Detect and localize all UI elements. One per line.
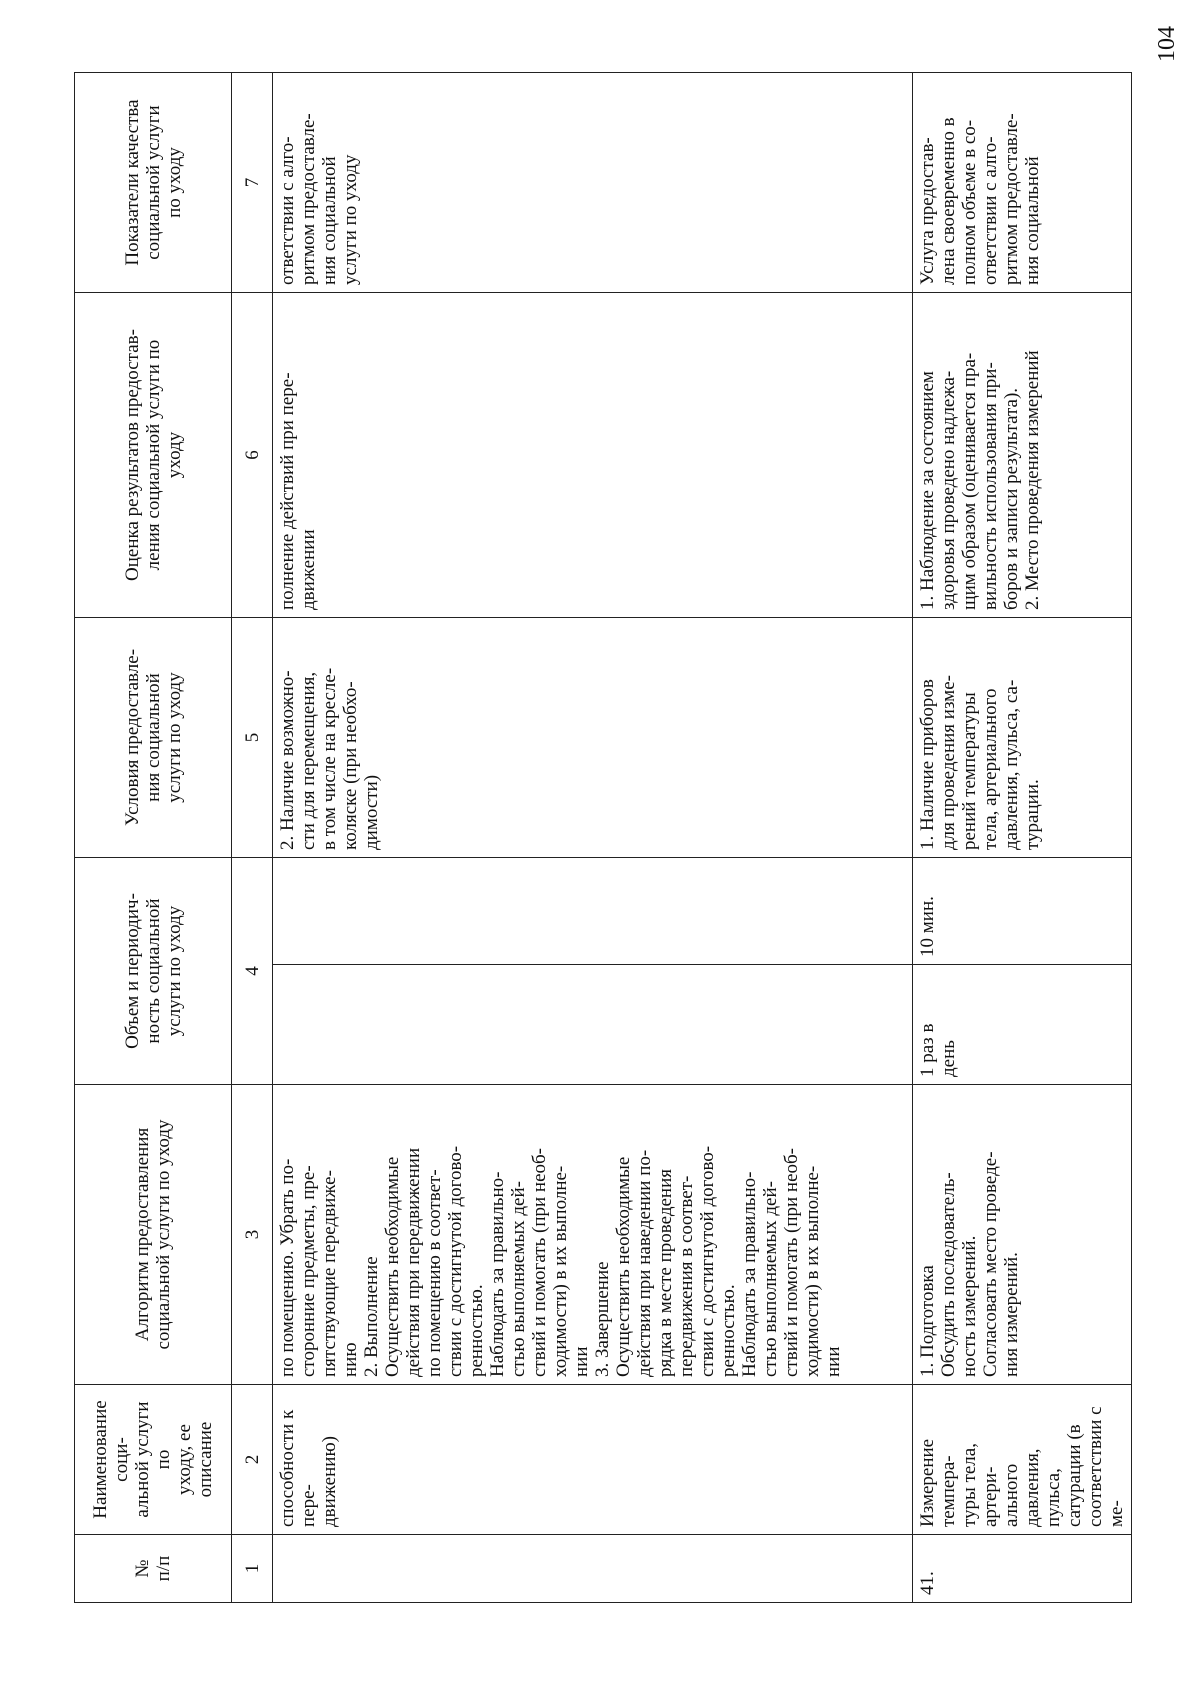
header-row [75, 73, 232, 1603]
col-number-1: 1 [232, 1535, 273, 1603]
header-col-2: Наименование соци- альной услуги по уходу, ее описание [75, 1385, 232, 1535]
col-number-3: 3 [232, 1085, 273, 1385]
page-number: 104 [1154, 26, 1180, 62]
header-col-5: Условия предоставле- ния социальной услуги по уходу [75, 618, 232, 858]
service-volume [273, 858, 913, 1085]
volume-frequency: 1 раз в день [913, 964, 1131, 1084]
service-evaluation: 1. Наблюдение за состоянием здоровья проведено надлежа- щим образом (оценивается пра- вильность использования при- боров и записи результата). 2. Место проведения измерений [913, 293, 1132, 618]
header-col-6: Оценка результатов предостав- ления социальной услуги по уходу [75, 293, 232, 618]
services-table [74, 72, 1132, 1603]
col-number-6: 6 [232, 293, 273, 618]
service-conditions: 1. Наличие приборов для проведения изме- рений температуры тела, артериального давления, пульса, са- турации. [913, 618, 1132, 858]
volume-duration [273, 858, 912, 964]
service-quality: Услуга предостав- лена своевременно в полном объеме в со- ответствии с алго- ритмом предоставле- ния социальной [913, 73, 1132, 293]
col-number-5: 5 [232, 618, 273, 858]
header-col-1: № п/п [75, 1535, 232, 1603]
volume-frequency [273, 964, 912, 1084]
row-num [273, 1535, 913, 1603]
service-algorithm: по помещению. Убрать по- сторонние предметы, пре- пятствующие передвиже- нию 2. Выполнение Осуществить необходимые действия при передвижении по помещению в соответ- ствии с достигнутой догово- ренностью. Наблюдать за правильно- стью выполняемых дей- ствий и помогать (при необ- ходимости) в их выполне- нии 3. Завершение Осуществить необходимые действия при наведении по- рядка в месте проведения передвижения в соответ- ствии с достигнутой догово- ренностью. Наблюдать за правильно- стью выполняемых дей- ствий и помогать (при необ- ходимости) в их выполне- нии [273, 1085, 913, 1385]
row-num: 41. [913, 1535, 1132, 1603]
service-name: Измерение темпера- туры тела, артери- ального давления, пульса, сатурации (в соответствии с ме- [913, 1385, 1132, 1535]
service-name: способности к пере- движению) [273, 1385, 913, 1535]
col-number-2: 2 [232, 1385, 273, 1535]
table-rotated-container [74, 73, 1127, 1603]
table-row [913, 73, 1132, 1603]
column-numbers-row [232, 73, 273, 1603]
col-number-7: 7 [232, 73, 273, 293]
service-algorithm: 1. Подготовка Обсудить последователь- ность измерений. Согласовать место проведе- ния измерений. [913, 1085, 1132, 1385]
service-quality: ответствии с алго- ритмом предоставле- ния социальной услуги по уходу [273, 73, 913, 293]
header-col-4: Объем и периодич- ность социальной услуги по уходу [75, 858, 232, 1085]
service-evaluation: полнение действий при пере- движении [273, 293, 913, 618]
header-col-7: Показатели качества социальной услуги по уходу [75, 73, 232, 293]
table-row [273, 73, 913, 1603]
service-volume [913, 858, 1132, 1085]
volume-duration: 10 мин. [917, 896, 938, 957]
header-col-3: Алгоритм предоставления социальной услуги по уходу [75, 1085, 232, 1385]
col-number-4: 4 [232, 858, 273, 1085]
service-conditions: 2. Наличие возможно- сти для перемещения, в том числе на кресле- коляске (при необхо- димости) [273, 618, 913, 858]
